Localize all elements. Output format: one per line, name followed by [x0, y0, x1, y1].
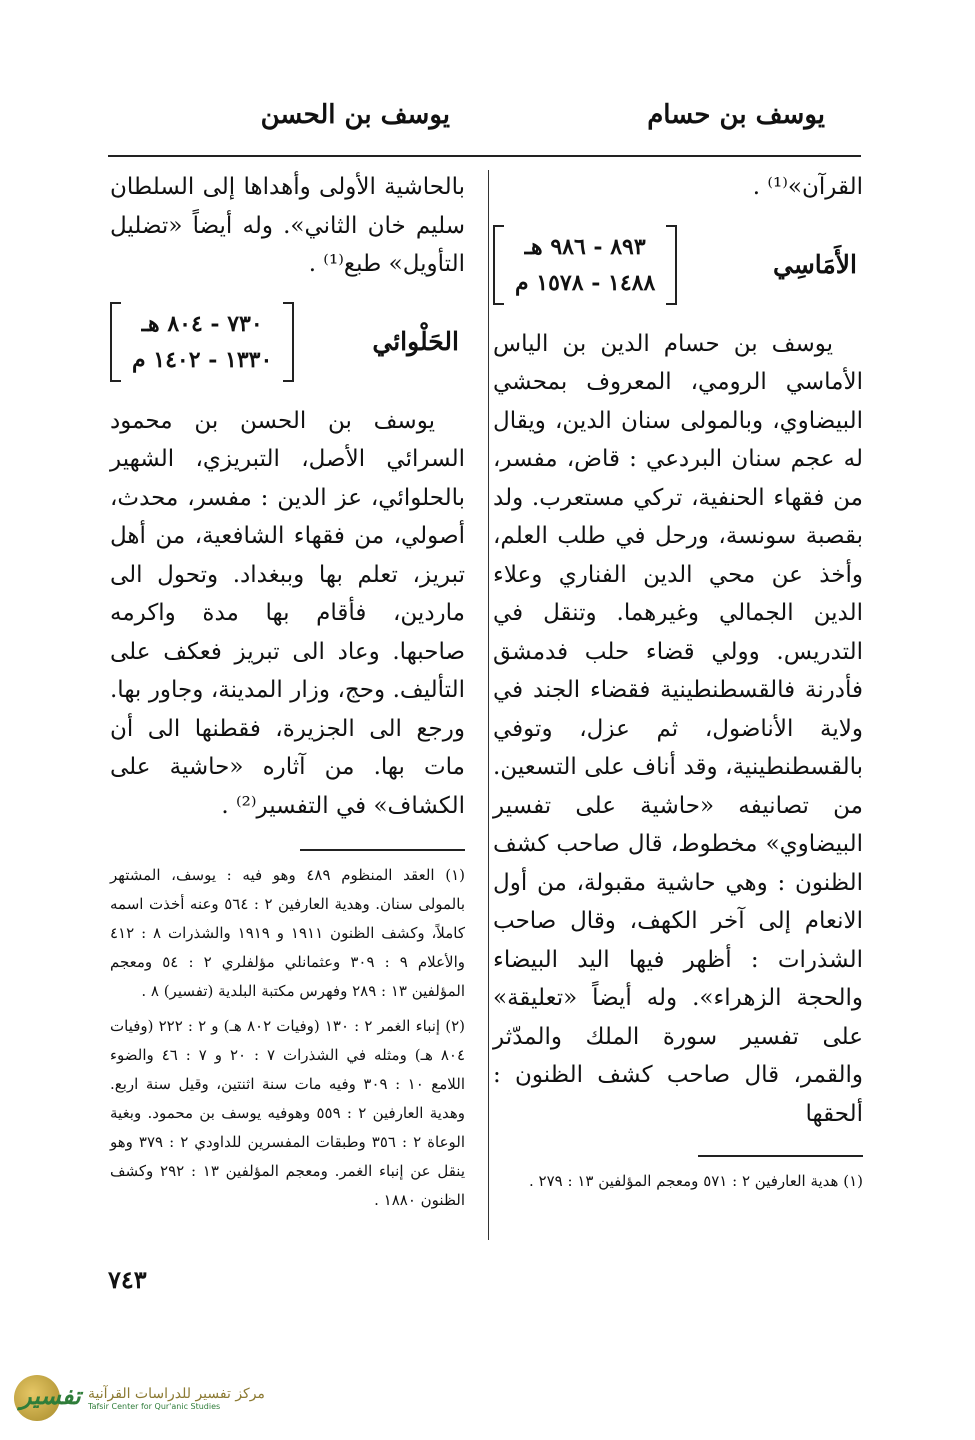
footnote: (١) العقد المنظوم ٤٨٩ وهو فيه : يوسف، المشتهر بالمولى سنان. وهدية العارفين ٢ : ٥٦٤ وعنه أخذت اسمه كاملاً، وكشف الظنون ١٩١١ و ١٩١٩ والشذرات ٨ : ٤١٢ والأعلام ٩ : ٣٠٩ وعثمانلي مؤلفلري ٢ : ٥٤ ومعجم المؤلفين ١٣ : ٢٨٩ وفهرس مكتبة البلدية (تفسير) ٨ .: [110, 866, 466, 1000]
left-column-body: [110, 168, 465, 825]
hijri-dates: ٨٩٣ - ٩٨٦ هـ: [524, 233, 646, 260]
logo-arabic-text: مركز تفسير للدراسات القرآنية: [88, 1385, 265, 1402]
footnote-rule: [698, 1155, 863, 1157]
right-column-body: [493, 168, 863, 1133]
running-header-left: يوسف بن الحسن: [260, 100, 450, 130]
entry-heading-halwai: [110, 302, 465, 382]
logo-mark-text: تفسير: [20, 1381, 81, 1410]
left-lead-text: بالحاشية الأولى وأهداها إلى السلطان سليم خان الثاني». وله أيضاً «تضليل التأويل» طبع⁽¹⁾ .: [110, 174, 465, 277]
left-column: [110, 168, 465, 1215]
right-footnotes: [493, 1155, 863, 1196]
entry-heading-amasi: [493, 225, 863, 305]
running-header-right: يوسف بن حسام: [647, 100, 825, 130]
logo-text-block: [88, 1386, 265, 1411]
footnote-rule: [300, 849, 465, 851]
entry-dates-bracket: [493, 225, 677, 305]
entry-name: الأَمَاسِي: [773, 250, 857, 279]
right-lead-text: القرآن»⁽¹⁾ .: [752, 174, 863, 200]
page-number: ٧٤٣: [108, 1265, 147, 1294]
entry-dates-bracket: [110, 302, 294, 382]
gregorian-dates: ١٤٨٨ - ١٥٧٨ م: [515, 269, 656, 296]
footnote: (١) هدية العارفين ٢ : ٥٧١ ومعجم المؤلفين ١٣ : ٢٧٩ .: [529, 1172, 863, 1190]
column-divider: [488, 170, 489, 1240]
gregorian-dates: ١٣٣٠ - ١٤٠٢ م: [132, 346, 273, 373]
left-footnotes: [110, 849, 465, 1215]
footnote: (٢) إنباء الغمر ٢ : ١٣٠ (وفيات ٨٠٢ هـ) و ٢ : ٢٢٢ (وفيات ٨٠٤ هـ) ومثله في الشذرات ٧ : ٢٠ و ٧ : ٤٦ والضوء اللامع ١٠ : ٣٠٩ وفيه مات سنة اثنتين، وقيل سنة اربع. وهدية العارفين ٢ : ٥٥٩ وهوفيه يوسف بن محمود. وبغية الوعاة ٢ : ٣٥٦ وطبقات المفسرين للداودي ٢ : ٣٧٩ وهو ينقل عن إنباء الغمر. ومعجم المؤلفين ١٣ : ٢٩٢ وكشف الظنون ١٨٨٠ .: [110, 1017, 466, 1209]
header-rule: [108, 155, 861, 157]
biography-paragraph: يوسف بن حسام الدين بن الياس الأماسي الرومي، المعروف بمحشي البيضاوي، وبالمولى سنان الدين، ويقال له عجم سنان البردعي : قاض، مفسر، من فقهاء الحنفية، تركي مستعرب. ولد بقصبة سونسة، ورحل في طلب العلم، وأخذ عن محي الدين الفناري وعلاء الدين الجمالي وغيرهما. وتنقل في التدريس. وولي قضاء حلب فدمشق فأدرنة فالقسطنطينية فقضاء الجند في ولاية الأناضول، ثم عزل، وتوفي بالقسطنطينية، وقد أناف على التسعين. من تصانيفه «حاشية على تفسير البيضاوي» مخطوط، قال صاحب كشف الظنون : وهي حاشية مقبولة، من أول الانعام إلى آخر الكهف، وقال صاحب الشذرات : أظهر فيها اليد البيضاء والحجة الزهراء». وله أيضاً «تعليقة» على تفسير سورة الملك والمدّثر والقمر، قال صاحب كشف الظنون : ألحقها: [493, 330, 863, 1127]
publisher-logo: [12, 1368, 292, 1428]
entry-name: الحَلْوائي: [372, 327, 459, 356]
hijri-dates: ٧٣٠ - ٨٠٤ هـ: [141, 310, 263, 337]
biography-paragraph: يوسف بن الحسن بن محمود السرائي الأصل، التبريزي، الشهير بالحلوائي، عز الدين : مفسر، محدث، أصولي، من فقهاء الشافعية، من أهل تبريز، تعلم بها وببغداد. وتحول الى ماردين، فأقام بها مدة واكرمه صاحبها. وعاد الى تبريز فعكف على التأليف. وحج، وزار المدينة، وجاور بها. ورجع الى الجزيرة، فقطنها الى أن مات بها. من آثاره «حاشية على الكشاف» في التفسير⁽²⁾ .: [110, 407, 465, 819]
right-column: [493, 168, 863, 1196]
logo-english-text: Tafsir Center for Qur'anic Studies: [88, 1401, 221, 1411]
globe-icon: [12, 1371, 82, 1425]
